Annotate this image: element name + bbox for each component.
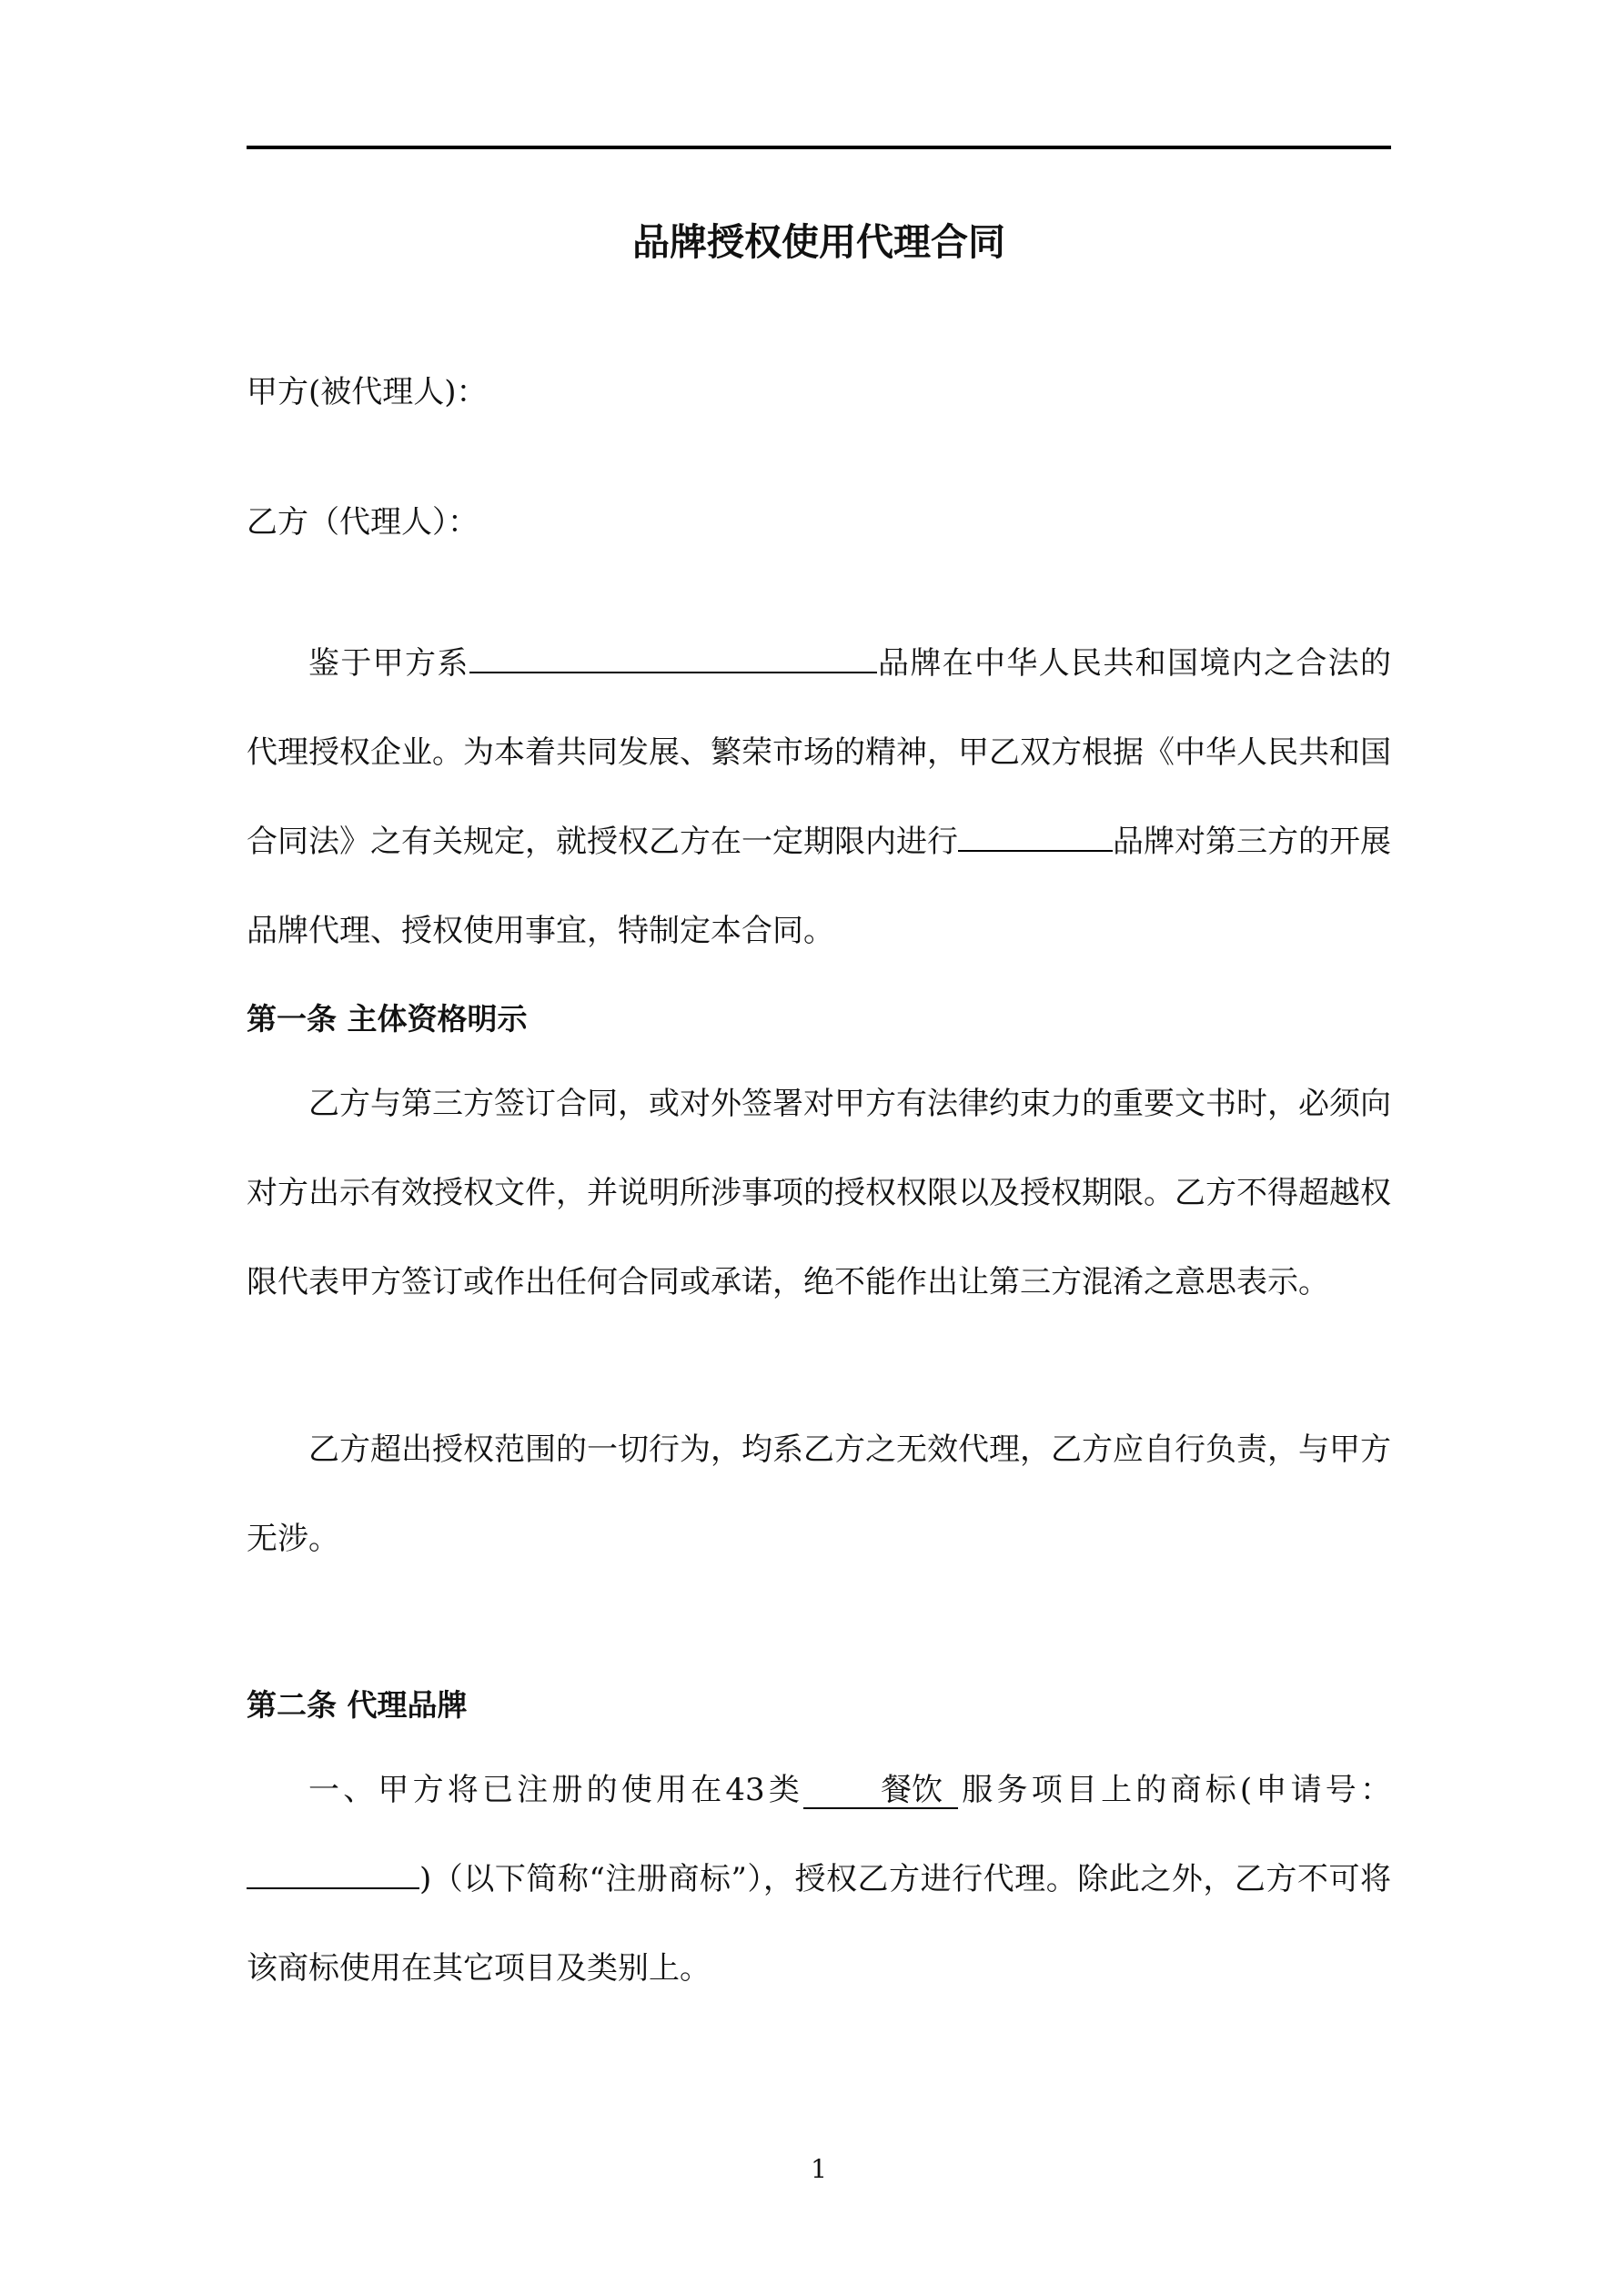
brand-name-blank[interactable] — [469, 637, 877, 673]
service-category-field[interactable]: 餐饮 — [803, 1774, 958, 1809]
header-rule — [247, 146, 1391, 149]
page-number: 1 — [811, 2154, 827, 2184]
party-b-label: 乙方（代理人）： — [247, 504, 479, 541]
article-2-heading: 第二条 代理品牌 — [247, 1687, 468, 1723]
preamble-paragraph — [247, 619, 1391, 976]
article-1-paragraph-1: 乙方与第三方签订合同，或对外签署对甲方有法律约束力的重要文书时，必须向对方出示有效授权文件，并说明所涉事项的授权权限以及授权期限。乙方不得超越权限代表甲方签订或作出任何合同或承诺，绝不能作出让第三方混淆之意思表示。 — [247, 1086, 1391, 1300]
article-2-text-1: 一、甲方将已注册的使用在43类 — [308, 1772, 804, 1808]
article-2-text-3: )（以下简称“注册商标”），授权乙方进行代理。除此之外，乙方不可将该商标使用在其它项目及类别上。 — [247, 1861, 1391, 1987]
article-2-text-2: 服务项目上的商标(申请号： — [958, 1772, 1392, 1808]
brand-blank-2[interactable] — [958, 815, 1113, 852]
article-1-heading: 第一条 主体资格明示 — [247, 1001, 528, 1037]
preamble-text-2: 品牌在中华人民共和国境内之合法的代理授权企业。为本着共同发展、繁荣市场的精神，甲乙双方根据《中华人民共和国合同法》之有关规定，就授权乙方在一定期限内进行 — [247, 645, 1392, 860]
preamble-text-3: 品牌对第三方的开展品牌代理、授权使用事宜，特制定本合同。 — [247, 824, 1391, 949]
document-title: 品牌授权使用代理合同 — [632, 220, 1005, 264]
article-2-paragraph-1 — [247, 1745, 1391, 2013]
preamble-text-1: 鉴于甲方系 — [308, 645, 469, 682]
article-1-paragraph-2: 乙方超出授权范围的一切行为，均系乙方之无效代理，乙方应自行负责，与甲方无涉。 — [247, 1431, 1391, 1557]
application-number-blank[interactable] — [247, 1853, 419, 1889]
party-a-label: 甲方(被代理人)： — [247, 374, 488, 410]
